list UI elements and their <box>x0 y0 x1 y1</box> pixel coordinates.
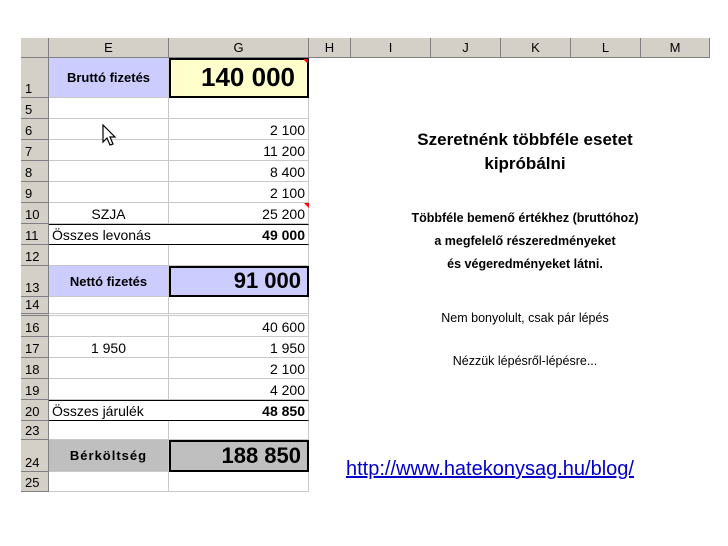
employer-cost-label[interactable]: Bérköltség <box>49 440 169 472</box>
cell-g18[interactable]: 2 100 <box>169 358 309 379</box>
row-header-10[interactable]: 10 <box>21 203 49 224</box>
cell-e17[interactable]: 1 950 <box>49 337 169 358</box>
row-header-9[interactable]: 9 <box>21 182 49 203</box>
blog-link[interactable]: http://www.hatekonysag.hu/blog/ <box>346 458 634 480</box>
notes-stepwise: Nézzük lépésről-lépésre... <box>452 354 598 368</box>
column-header-j[interactable]: J <box>431 38 501 58</box>
cell-e23[interactable] <box>49 421 169 440</box>
cell-e12[interactable] <box>49 245 169 266</box>
total-contributions-value[interactable]: 48 850 <box>169 400 309 421</box>
total-deductions-value[interactable]: 49 000 <box>169 224 309 245</box>
row-header-23[interactable]: 23 <box>21 421 49 440</box>
row-header-17[interactable]: 17 <box>21 337 49 358</box>
total-contributions-label[interactable]: Összes járulék <box>49 400 169 421</box>
cell-g5[interactable] <box>169 98 309 119</box>
tax-value[interactable]: 25 200 <box>169 203 309 224</box>
cell-g16[interactable]: 40 600 <box>169 316 309 337</box>
total-deductions-label[interactable]: Összes levonás <box>49 224 169 245</box>
notes-paragraph-line1: Többféle bemenő értékhez (bruttóhoz) <box>411 211 639 225</box>
cell-e5[interactable] <box>49 98 169 119</box>
tax-label[interactable]: SZJA <box>49 203 169 224</box>
row-header-8[interactable]: 8 <box>21 161 49 182</box>
comment-indicator-icon[interactable] <box>303 59 308 64</box>
gross-salary-label[interactable]: Bruttó fizetés <box>49 58 169 98</box>
cell-g12[interactable] <box>169 245 309 266</box>
cell-g6[interactable]: 2 100 <box>169 119 309 140</box>
cell-g23[interactable] <box>169 421 309 440</box>
cell-e8[interactable] <box>49 161 169 182</box>
column-header-h[interactable]: H <box>309 38 351 58</box>
row-header-6[interactable]: 6 <box>21 119 49 140</box>
net-salary-value[interactable]: 91 000 <box>169 266 309 297</box>
column-header-l[interactable]: L <box>571 38 641 58</box>
cell-g7[interactable]: 11 200 <box>169 140 309 161</box>
cell-e25[interactable] <box>49 472 169 492</box>
cell-g17[interactable]: 1 950 <box>169 337 309 358</box>
column-header-k[interactable]: K <box>501 38 571 58</box>
notes-heading-line1: Szeretnénk többféle esetet <box>417 130 633 149</box>
cell-e9[interactable] <box>49 182 169 203</box>
row-header-20[interactable]: 20 <box>21 400 49 421</box>
spreadsheet <box>21 38 710 510</box>
gross-salary-input[interactable]: 140 000 <box>169 58 309 98</box>
row-header-1[interactable]: 1 <box>21 58 49 98</box>
mouse-pointer-icon <box>102 124 118 148</box>
cell-g14[interactable] <box>169 297 309 316</box>
row-header-12[interactable]: 12 <box>21 245 49 266</box>
column-header-m[interactable]: M <box>641 38 710 58</box>
notes-heading-line2: kipróbálni <box>484 154 566 173</box>
notes-paragraph-line3: és végeredményeket látni. <box>447 257 603 271</box>
row-header-16[interactable]: 16 <box>21 316 49 337</box>
row-header-11[interactable]: 11 <box>21 224 49 245</box>
select-all-corner[interactable] <box>21 38 49 58</box>
cell-g9[interactable]: 2 100 <box>169 182 309 203</box>
cell-g8[interactable]: 8 400 <box>169 161 309 182</box>
row-header-14[interactable]: 14 <box>21 297 49 316</box>
notes-paragraph-line2: a megfelelő részeredményeket <box>434 234 616 248</box>
cell-e18[interactable] <box>49 358 169 379</box>
net-salary-label[interactable]: Nettó fizetés <box>49 266 169 297</box>
cell-e19[interactable] <box>49 379 169 400</box>
row-header-18[interactable]: 18 <box>21 358 49 379</box>
notes-simple: Nem bonyolult, csak pár lépés <box>441 311 609 325</box>
cell-g25[interactable] <box>169 472 309 492</box>
column-header-g[interactable]: G <box>169 38 309 58</box>
row-header-7[interactable]: 7 <box>21 140 49 161</box>
column-header-e[interactable]: E <box>49 38 169 58</box>
cell-g19[interactable]: 4 200 <box>169 379 309 400</box>
row-header-5[interactable]: 5 <box>21 98 49 119</box>
row-header-24[interactable]: 24 <box>21 440 49 472</box>
row-header-19[interactable]: 19 <box>21 379 49 400</box>
row-header-13[interactable]: 13 <box>21 266 49 297</box>
employer-cost-value[interactable]: 188 850 <box>169 440 309 472</box>
column-header-i[interactable]: I <box>351 38 431 58</box>
cell-e16[interactable] <box>49 316 169 337</box>
comment-indicator-icon[interactable] <box>304 203 309 208</box>
row-header-25[interactable]: 25 <box>21 472 49 492</box>
cell-e14[interactable] <box>49 297 169 316</box>
